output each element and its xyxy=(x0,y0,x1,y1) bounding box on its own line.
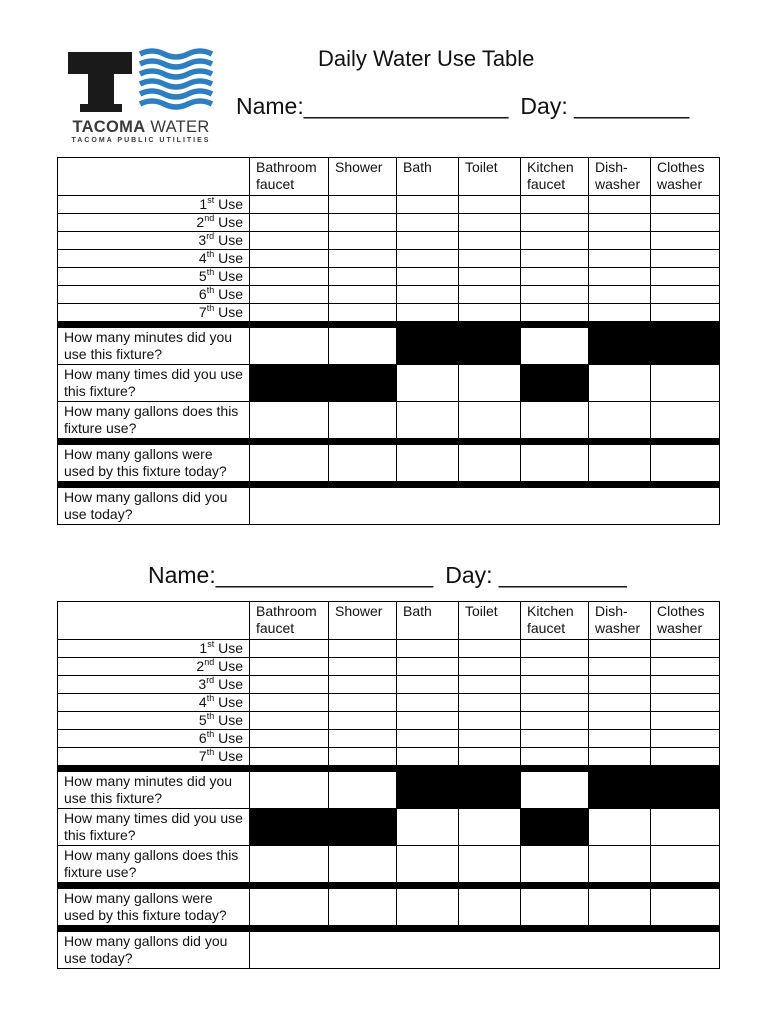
entry-cell[interactable] xyxy=(459,809,521,846)
shaded-cell xyxy=(521,365,589,402)
entry-cell[interactable] xyxy=(250,748,329,766)
entry-cell[interactable] xyxy=(397,712,459,730)
entry-cell[interactable] xyxy=(250,402,329,439)
column-header: Shower xyxy=(329,602,397,640)
question-label: How many gallons were used by this fixture today? xyxy=(58,889,250,926)
day-label: Day: xyxy=(445,562,493,588)
entry-cell[interactable] xyxy=(250,694,329,712)
use-row xyxy=(58,286,720,304)
entry-cell[interactable] xyxy=(651,889,720,926)
entry-cell[interactable] xyxy=(329,676,397,694)
entry-cell[interactable] xyxy=(521,402,589,439)
entry-cell[interactable] xyxy=(397,232,459,250)
use-row xyxy=(58,712,720,730)
entry-cell[interactable] xyxy=(459,889,521,926)
question-label: How many times did you use this fixture? xyxy=(58,809,250,846)
entry-cell[interactable] xyxy=(521,846,589,883)
entry-cell[interactable] xyxy=(589,889,651,926)
entry-cell[interactable] xyxy=(589,730,651,748)
shaded-cell xyxy=(329,809,397,846)
entry-cell[interactable] xyxy=(651,196,720,214)
entry-cell[interactable] xyxy=(651,214,720,232)
entry-cell[interactable] xyxy=(521,658,589,676)
entry-cell[interactable] xyxy=(459,640,521,658)
entry-cell[interactable] xyxy=(459,676,521,694)
column-header: Dish-washer xyxy=(589,602,651,640)
entry-cell[interactable] xyxy=(651,730,720,748)
entry-cell[interactable] xyxy=(651,286,720,304)
total-entry-cell[interactable] xyxy=(250,488,720,525)
entry-cell[interactable] xyxy=(459,232,521,250)
question-label: How many gallons were used by this fixture today? xyxy=(58,445,250,482)
entry-cell[interactable] xyxy=(329,445,397,482)
entry-cell[interactable] xyxy=(329,889,397,926)
use-label: 7th Use xyxy=(58,748,250,766)
entry-cell[interactable] xyxy=(651,268,720,286)
entry-cell[interactable] xyxy=(329,250,397,268)
entry-cell[interactable] xyxy=(250,232,329,250)
question-label: How many minutes did you use this fixture? xyxy=(58,328,250,365)
entry-cell[interactable] xyxy=(397,730,459,748)
entry-cell[interactable] xyxy=(589,268,651,286)
entry-cell[interactable] xyxy=(250,889,329,926)
day-field[interactable]: __________ xyxy=(498,562,627,588)
entry-cell[interactable] xyxy=(250,846,329,883)
entry-cell[interactable] xyxy=(459,748,521,766)
entry-cell[interactable] xyxy=(329,748,397,766)
name-label: Name: xyxy=(148,562,216,588)
entry-cell[interactable] xyxy=(250,445,329,482)
water-use-table-1 xyxy=(57,157,720,525)
entry-cell[interactable] xyxy=(589,640,651,658)
entry-cell[interactable] xyxy=(589,694,651,712)
water-use-table-2 xyxy=(57,601,720,969)
question-row xyxy=(58,445,720,482)
entry-cell[interactable] xyxy=(397,889,459,926)
question-row xyxy=(58,772,720,809)
entry-cell[interactable] xyxy=(651,694,720,712)
column-header: Toilet xyxy=(459,158,521,196)
entry-cell[interactable] xyxy=(397,809,459,846)
column-header: Clothes washer xyxy=(651,158,720,196)
use-row xyxy=(58,730,720,748)
total-row xyxy=(58,488,720,525)
entry-cell[interactable] xyxy=(250,214,329,232)
entry-cell[interactable] xyxy=(329,214,397,232)
use-row xyxy=(58,250,720,268)
entry-cell[interactable] xyxy=(589,402,651,439)
name-label: Name: xyxy=(236,93,304,119)
entry-cell[interactable] xyxy=(651,402,720,439)
column-header: Toilet xyxy=(459,602,521,640)
header-row xyxy=(58,602,720,640)
use-label: 2nd Use xyxy=(58,658,250,676)
day-label: Day: xyxy=(520,93,568,119)
entry-cell[interactable] xyxy=(250,250,329,268)
entry-cell[interactable] xyxy=(459,250,521,268)
use-row xyxy=(58,748,720,766)
entry-cell[interactable] xyxy=(589,365,651,402)
column-header: Bathroom faucet xyxy=(250,158,329,196)
use-row xyxy=(58,676,720,694)
use-label: 4th Use xyxy=(58,694,250,712)
entry-cell[interactable] xyxy=(651,712,720,730)
entry-cell[interactable] xyxy=(397,694,459,712)
entry-cell[interactable] xyxy=(651,304,720,322)
corner-cell xyxy=(58,158,250,196)
use-row xyxy=(58,658,720,676)
shaded-cell xyxy=(651,328,720,365)
use-label: 5th Use xyxy=(58,268,250,286)
use-label: 6th Use xyxy=(58,730,250,748)
logo-subtitle: TACOMA PUBLIC UTILITIES xyxy=(71,137,211,144)
question-label: How many gallons does this fixture use? xyxy=(58,402,250,439)
entry-cell[interactable] xyxy=(397,445,459,482)
shaded-cell xyxy=(250,809,329,846)
entry-cell[interactable] xyxy=(589,214,651,232)
entry-cell[interactable] xyxy=(329,304,397,322)
entry-cell[interactable] xyxy=(459,304,521,322)
entry-cell[interactable] xyxy=(589,250,651,268)
entry-cell[interactable] xyxy=(459,445,521,482)
question-row xyxy=(58,328,720,365)
entry-cell[interactable] xyxy=(521,268,589,286)
entry-cell[interactable] xyxy=(589,809,651,846)
entry-cell[interactable] xyxy=(397,250,459,268)
use-row xyxy=(58,694,720,712)
use-label: 3rd Use xyxy=(58,232,250,250)
entry-cell[interactable] xyxy=(521,712,589,730)
entry-cell[interactable] xyxy=(459,846,521,883)
question-label: How many times did you use this fixture? xyxy=(58,365,250,402)
use-label: 2nd Use xyxy=(58,214,250,232)
entry-cell[interactable] xyxy=(250,286,329,304)
entry-cell[interactable] xyxy=(459,730,521,748)
entry-cell[interactable] xyxy=(250,772,329,809)
header-row xyxy=(58,158,720,196)
shaded-cell xyxy=(250,365,329,402)
shaded-cell xyxy=(459,328,521,365)
entry-cell[interactable] xyxy=(397,214,459,232)
use-row xyxy=(58,214,720,232)
entry-cell[interactable] xyxy=(521,676,589,694)
shaded-cell xyxy=(651,772,720,809)
entry-cell[interactable] xyxy=(329,402,397,439)
question-label: How many gallons did you use today? xyxy=(58,932,250,969)
use-label: 5th Use xyxy=(58,712,250,730)
entry-cell[interactable] xyxy=(521,232,589,250)
entry-cell[interactable] xyxy=(250,676,329,694)
entry-cell[interactable] xyxy=(589,712,651,730)
shaded-cell xyxy=(397,328,459,365)
entry-cell[interactable] xyxy=(397,658,459,676)
entry-cell[interactable] xyxy=(651,809,720,846)
entry-cell[interactable] xyxy=(651,676,720,694)
entry-cell[interactable] xyxy=(250,196,329,214)
question-row xyxy=(58,365,720,402)
entry-cell[interactable] xyxy=(521,196,589,214)
entry-cell[interactable] xyxy=(459,712,521,730)
entry-cell[interactable] xyxy=(651,640,720,658)
question-row xyxy=(58,846,720,883)
column-header: Bath xyxy=(397,602,459,640)
shaded-cell xyxy=(589,772,651,809)
page-title: Daily Water Use Table xyxy=(318,46,535,71)
shaded-cell xyxy=(589,328,651,365)
entry-cell[interactable] xyxy=(589,232,651,250)
question-row xyxy=(58,809,720,846)
name-field[interactable]: ________________ xyxy=(303,93,509,119)
entry-cell[interactable] xyxy=(459,365,521,402)
entry-cell[interactable] xyxy=(250,712,329,730)
use-label: 7th Use xyxy=(58,304,250,322)
entry-cell[interactable] xyxy=(589,304,651,322)
name-day-fields-1 xyxy=(236,93,689,120)
entry-cell[interactable] xyxy=(651,250,720,268)
column-header: Kitchen faucet xyxy=(521,158,589,196)
entry-cell[interactable] xyxy=(521,250,589,268)
entry-cell[interactable] xyxy=(397,196,459,214)
entry-cell[interactable] xyxy=(397,640,459,658)
name-day-fields-2 xyxy=(148,562,627,589)
question-label: How many gallons did you use today? xyxy=(58,488,250,525)
logo-mark-icon xyxy=(62,44,222,118)
corner-cell xyxy=(58,602,250,640)
entry-cell[interactable] xyxy=(250,304,329,322)
entry-cell[interactable] xyxy=(329,328,397,365)
use-row xyxy=(58,232,720,250)
entry-cell[interactable] xyxy=(459,694,521,712)
use-label: 4th Use xyxy=(58,250,250,268)
total-row xyxy=(58,932,720,969)
entry-cell[interactable] xyxy=(397,286,459,304)
shaded-cell xyxy=(521,809,589,846)
entry-cell[interactable] xyxy=(397,676,459,694)
entry-cell[interactable] xyxy=(397,846,459,883)
use-row xyxy=(58,304,720,322)
question-row xyxy=(58,889,720,926)
entry-cell[interactable] xyxy=(521,214,589,232)
day-field[interactable]: _________ xyxy=(574,93,690,119)
use-row xyxy=(58,640,720,658)
entry-cell[interactable] xyxy=(651,232,720,250)
use-row xyxy=(58,268,720,286)
use-label: 1st Use xyxy=(58,640,250,658)
entry-cell[interactable] xyxy=(397,304,459,322)
entry-cell[interactable] xyxy=(459,658,521,676)
entry-cell[interactable] xyxy=(521,772,589,809)
entry-cell[interactable] xyxy=(397,268,459,286)
entry-cell[interactable] xyxy=(250,640,329,658)
entry-cell[interactable] xyxy=(329,268,397,286)
entry-cell[interactable] xyxy=(329,712,397,730)
entry-cell[interactable] xyxy=(651,365,720,402)
entry-cell[interactable] xyxy=(329,694,397,712)
column-header: Shower xyxy=(329,158,397,196)
question-label: How many minutes did you use this fixture? xyxy=(58,772,250,809)
entry-cell[interactable] xyxy=(459,196,521,214)
column-header: Bath xyxy=(397,158,459,196)
question-row xyxy=(58,402,720,439)
entry-cell[interactable] xyxy=(397,748,459,766)
entry-cell[interactable] xyxy=(329,232,397,250)
entry-cell[interactable] xyxy=(250,730,329,748)
entry-cell[interactable] xyxy=(329,772,397,809)
entry-cell[interactable] xyxy=(397,365,459,402)
entry-cell[interactable] xyxy=(521,445,589,482)
column-header: Dish-washer xyxy=(589,158,651,196)
entry-cell[interactable] xyxy=(589,196,651,214)
use-row xyxy=(58,196,720,214)
entry-cell[interactable] xyxy=(521,694,589,712)
entry-cell[interactable] xyxy=(651,658,720,676)
entry-cell[interactable] xyxy=(329,846,397,883)
entry-cell[interactable] xyxy=(651,846,720,883)
entry-cell[interactable] xyxy=(329,658,397,676)
question-label: How many gallons does this fixture use? xyxy=(58,846,250,883)
entry-cell[interactable] xyxy=(521,286,589,304)
entry-cell[interactable] xyxy=(329,730,397,748)
entry-cell[interactable] xyxy=(329,196,397,214)
total-entry-cell[interactable] xyxy=(250,932,720,969)
entry-cell[interactable] xyxy=(459,286,521,304)
entry-cell[interactable] xyxy=(459,402,521,439)
entry-cell[interactable] xyxy=(250,658,329,676)
entry-cell[interactable] xyxy=(459,268,521,286)
entry-cell[interactable] xyxy=(250,328,329,365)
shaded-cell xyxy=(397,772,459,809)
entry-cell[interactable] xyxy=(521,304,589,322)
column-header: Bathroom faucet xyxy=(250,602,329,640)
column-header: Kitchen faucet xyxy=(521,602,589,640)
shaded-cell xyxy=(459,772,521,809)
name-field[interactable]: _________________ xyxy=(215,562,434,588)
entry-cell[interactable] xyxy=(521,328,589,365)
entry-cell[interactable] xyxy=(589,658,651,676)
entry-cell[interactable] xyxy=(329,640,397,658)
use-label: 3rd Use xyxy=(58,676,250,694)
entry-cell[interactable] xyxy=(521,640,589,658)
entry-cell[interactable] xyxy=(589,748,651,766)
entry-cell[interactable] xyxy=(589,846,651,883)
entry-cell[interactable] xyxy=(651,445,720,482)
entry-cell[interactable] xyxy=(521,730,589,748)
entry-cell[interactable] xyxy=(521,889,589,926)
entry-cell[interactable] xyxy=(329,286,397,304)
entry-cell[interactable] xyxy=(651,748,720,766)
column-header: Clothes washer xyxy=(651,602,720,640)
entry-cell[interactable] xyxy=(397,402,459,439)
entry-cell[interactable] xyxy=(589,445,651,482)
entry-cell[interactable] xyxy=(250,268,329,286)
entry-cell[interactable] xyxy=(459,214,521,232)
entry-cell[interactable] xyxy=(589,676,651,694)
shaded-cell xyxy=(329,365,397,402)
tacoma-water-logo xyxy=(62,44,222,144)
use-label: 1st Use xyxy=(58,196,250,214)
logo-wordmark: TACOMA WATER xyxy=(72,118,210,136)
entry-cell[interactable] xyxy=(589,286,651,304)
entry-cell[interactable] xyxy=(521,748,589,766)
use-label: 6th Use xyxy=(58,286,250,304)
